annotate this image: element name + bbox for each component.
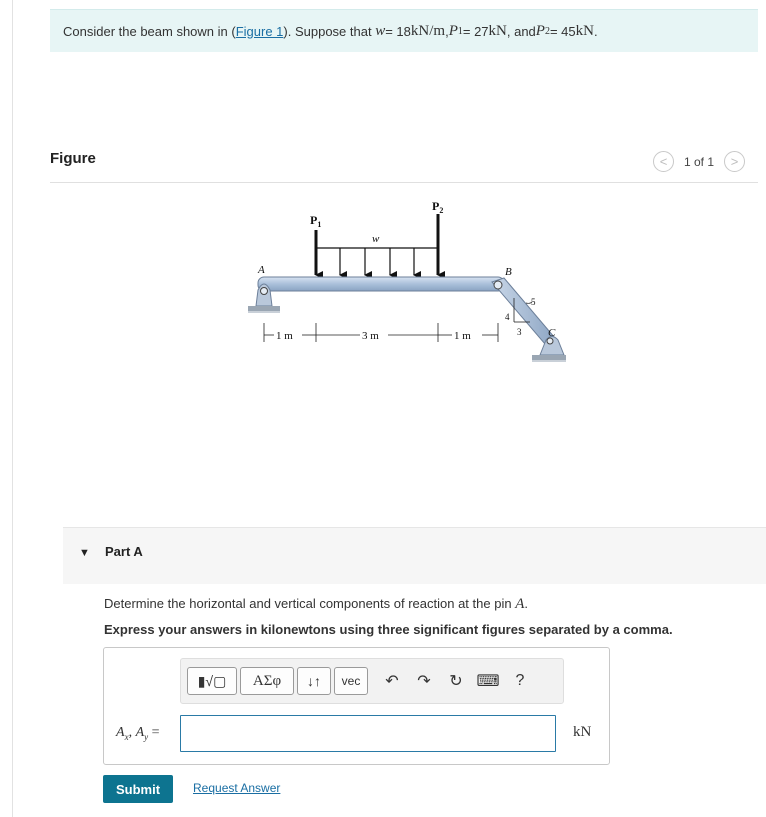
undo-button[interactable] xyxy=(381,667,403,695)
arrows-updown-icon: ↓↑ xyxy=(307,673,321,689)
request-answer-link[interactable]: Request Answer xyxy=(193,781,281,795)
dim-1m-right: 1 m xyxy=(454,330,471,342)
label-a: A xyxy=(258,264,265,276)
link-bc xyxy=(492,278,566,361)
figure-pager xyxy=(653,151,745,172)
intro-end: . xyxy=(593,23,598,39)
submit-button[interactable]: Submit xyxy=(103,775,173,803)
left-divider xyxy=(12,0,13,817)
w-symbol: w xyxy=(375,22,386,39)
chevron-right-icon: > xyxy=(730,154,739,169)
help-icon: ? xyxy=(515,672,525,689)
part-a-header[interactable] xyxy=(63,527,766,584)
answer-input[interactable] xyxy=(180,715,556,752)
question-text xyxy=(104,596,528,613)
dim-3m: 3 m xyxy=(362,330,379,342)
p2-value: = 45 xyxy=(549,23,576,39)
slope-label-4: 4 xyxy=(505,312,510,322)
templates-icon: ▮√▢ xyxy=(197,672,227,689)
figure-page-count: 1 of 1 xyxy=(684,154,715,169)
question-body: Determine the horizontal and vertical components of reaction at the pin xyxy=(104,596,516,611)
answer-unit: kN xyxy=(573,724,592,740)
label-c: C xyxy=(548,327,556,339)
sep-2: , and xyxy=(506,23,536,39)
label-p2: $P_2$ xyxy=(432,199,444,215)
keyboard-button[interactable] xyxy=(477,667,499,695)
help-button[interactable] xyxy=(509,667,531,695)
figure-1-link[interactable]: Figure 1 xyxy=(235,23,284,39)
answer-box xyxy=(103,647,610,765)
templates-button[interactable] xyxy=(187,667,237,695)
p2-symbol: P xyxy=(535,22,545,39)
figure-title: Figure xyxy=(50,150,96,167)
undo-icon: ↶ xyxy=(385,673,399,690)
subscript-superscript-button[interactable] xyxy=(297,667,331,695)
label-w: w xyxy=(372,233,380,245)
p2-subscript: 2 xyxy=(544,25,550,37)
vec-label: vec xyxy=(341,674,361,688)
w-unit: kN/m xyxy=(410,22,446,39)
slope-label-5: 5 xyxy=(531,297,536,307)
label-p1: $P_1$ xyxy=(310,213,322,229)
math-toolbar xyxy=(180,658,564,704)
pin-a-symbol: A xyxy=(515,596,525,612)
greek-label: ΑΣφ xyxy=(252,672,282,689)
next-figure-button[interactable] xyxy=(724,151,745,172)
slope-label-3: 3 xyxy=(517,327,522,337)
reset-button[interactable] xyxy=(445,667,467,695)
prev-figure-button[interactable] xyxy=(653,151,674,172)
sep-1: , xyxy=(445,23,449,39)
question-end: . xyxy=(524,596,528,611)
greek-symbols-button[interactable] xyxy=(240,667,294,695)
dim-1m-left: 1 m xyxy=(276,330,293,342)
keyboard-icon: ⌨ xyxy=(476,673,500,690)
p2-unit: kN xyxy=(575,22,594,39)
beam xyxy=(258,277,504,291)
instruction-text: Express your answers in kilonewtons using three significant figures separated by a comma. xyxy=(104,622,673,637)
p1-symbol: P xyxy=(448,22,458,39)
answer-variable-text xyxy=(104,648,105,649)
p1-subscript: 1 xyxy=(457,25,463,37)
chevron-left-icon: < xyxy=(659,154,668,169)
beam-diagram xyxy=(230,190,580,370)
figure-divider xyxy=(50,182,758,183)
w-value: = 18 xyxy=(385,23,411,39)
label-b: B xyxy=(505,266,512,278)
reset-icon: ↻ xyxy=(449,673,463,690)
intro-prefix: Consider the beam shown in ( xyxy=(63,23,236,39)
p1-unit: kN xyxy=(488,22,507,39)
redo-button[interactable] xyxy=(413,667,435,695)
distributed-load-w xyxy=(316,248,438,275)
answer-variable-label: $A_x$, $A_y$ = xyxy=(116,725,160,742)
caret-down-icon: ▼ xyxy=(79,547,90,559)
vec-button[interactable] xyxy=(334,667,368,695)
redo-icon: ↷ xyxy=(417,673,431,690)
p1-value: = 27 xyxy=(462,23,489,39)
problem-statement xyxy=(50,9,758,52)
part-a-label: Part A xyxy=(105,544,143,559)
intro-text: ). Suppose that xyxy=(283,23,372,39)
